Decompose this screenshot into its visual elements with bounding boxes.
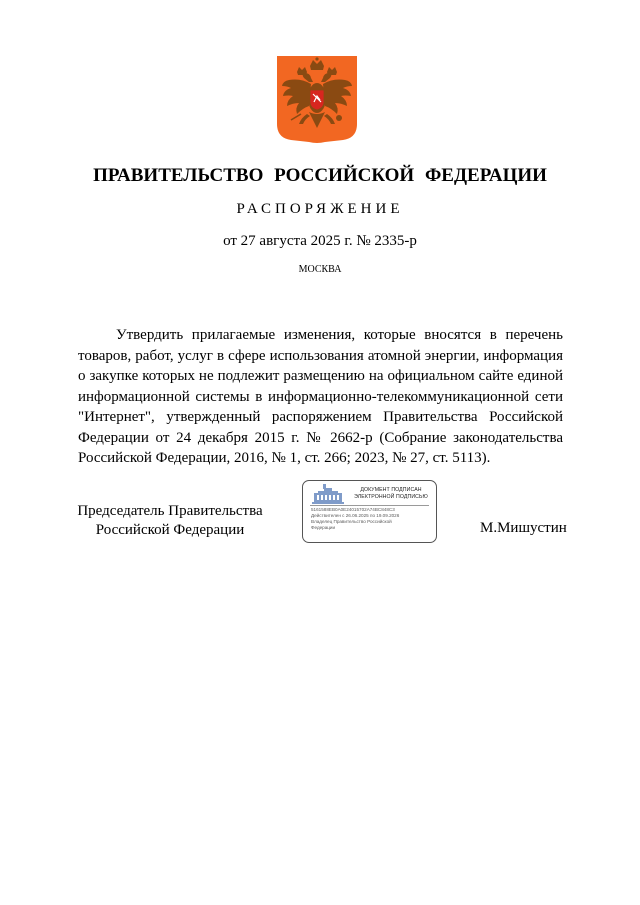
stamp-certificate: 5161588EB0A0E24015702A74BC848C3 [311, 507, 395, 512]
signer-position-line1: Председатель Правительства [77, 503, 263, 519]
stamp-title [347, 487, 435, 500]
signer-name: М.Мишустин [480, 520, 567, 536]
russian-coat-of-arms-icon [277, 56, 357, 144]
document-type: РАСПОРЯЖЕНИЕ [236, 201, 404, 217]
stamp-validity: Действителен с 26.06.2025 по 19.09.2026 [311, 513, 400, 519]
stamp-owner-line1: Владелец Правительство Российской [311, 519, 392, 525]
stamp-title-line1: ДОКУМЕНТ ПОДПИСАН [360, 487, 422, 493]
electronic-signature-stamp [302, 480, 437, 543]
government-building-icon [310, 484, 346, 504]
document-date-number: от 27 августа 2025 г. № 2335-р [223, 233, 417, 249]
stamp-details [311, 507, 435, 531]
stamp-owner-line2: Федерации [311, 525, 336, 531]
order-text: Утвердить прилагаемые изменения, которые вносятся в перечень товаров, работ, услуг в сфере использования атомной энергии, информация о закупке которых не подлежит размещению на официальном сайте единой информационной системы в информационно-телекоммуникационной сети "Интернет", утвержденный распоряжением Правительства Российской Федерации от 24 декабря 2015 г. № 2662-р (Собрание законодательства Российской Федерации, 2016, № 1, ст. 266; 2023, № 27, ст. 5113). [78, 327, 563, 466]
signer-position-line2: Российской Федерации [95, 522, 245, 538]
document-city: МОСКВА [298, 264, 342, 275]
signer-position [70, 502, 270, 540]
stamp-divider [310, 505, 429, 506]
stamp-title-line2: ЭЛЕКТРОННОЙ ПОДПИСЬЮ [354, 493, 428, 500]
government-title: ПРАВИТЕЛЬСТВО РОССИЙСКОЙ ФЕДЕРАЦИИ [93, 165, 547, 186]
